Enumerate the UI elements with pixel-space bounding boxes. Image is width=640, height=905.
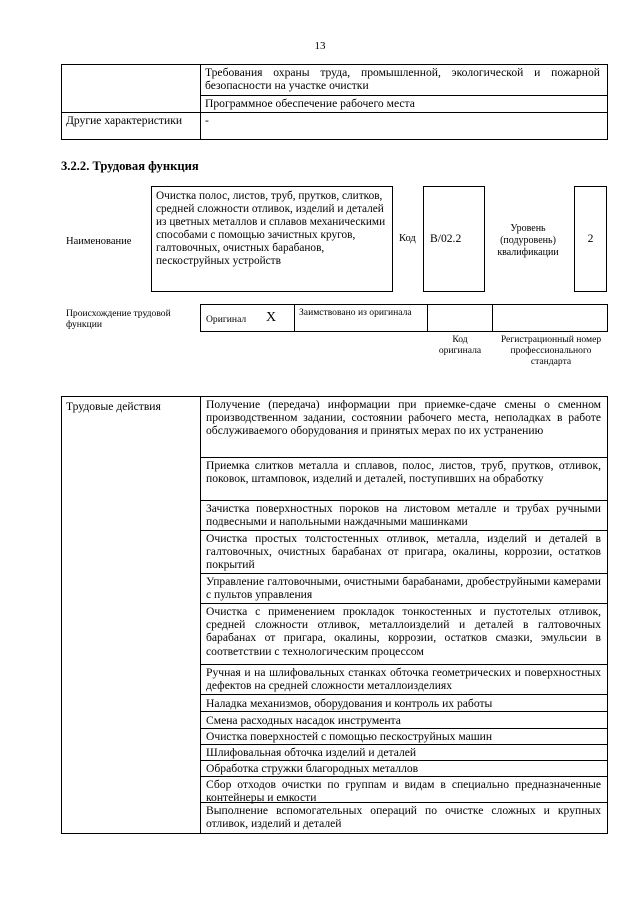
code-original-caption: Код оригинала bbox=[438, 334, 482, 356]
action-item: Зачистка поверхностных пороков на листовом металле и трубах ручными подвесными и напольными наждачными машинками bbox=[206, 502, 601, 529]
action-item: Выполнение вспомогательных операций по очистке сложных и крупных отливок, изделий и деталей bbox=[206, 804, 601, 831]
action-item: Управление галтовочными, очистными барабанами, дробеструйными камерами с пультов управления bbox=[206, 575, 601, 602]
reg-number-caption: Регистрационный номер профессионального стандарта bbox=[500, 334, 602, 367]
section-title: 3.2.2. Трудовая функция bbox=[61, 159, 199, 173]
original-mark: X bbox=[266, 310, 277, 325]
original-label: Оригинал bbox=[206, 314, 247, 325]
level-value: 2 bbox=[587, 232, 594, 245]
other-characteristics-label: Другие характеристики bbox=[66, 114, 183, 127]
page-number: 13 bbox=[314, 40, 326, 52]
software-text: Программное обеспечение рабочего места bbox=[205, 97, 415, 110]
action-item: Очистка простых толстостенных отливок, металла, изделий и деталей в галтовочных, очистных барабанах от пригара, окалины, коррозии, остатков покрытий bbox=[206, 532, 601, 572]
action-item: Ручная и на шлифовальных станках обточка геометрических и поверхностных дефектов на средней сложности металлоизделиях bbox=[206, 666, 601, 693]
actions-label: Трудовые действия bbox=[66, 400, 161, 413]
action-item: Шлифовальная обточка изделий и деталей bbox=[206, 746, 417, 759]
code-label: Код bbox=[399, 233, 416, 244]
code-value: B/02.2 bbox=[430, 232, 462, 245]
name-label: Наименование bbox=[66, 236, 132, 247]
action-item: Очистка поверхностей с помощью пескоструйных машин bbox=[206, 730, 493, 743]
level-label: Уровень (подуровень) квалификации bbox=[497, 223, 559, 258]
other-characteristics-value: - bbox=[205, 114, 209, 127]
action-item: Получение (передача) информации при приемке-сдаче смены о сменном производственном задании, состоянии рабочего места, неполадках в работе обслуживаемого оборудования и принятых мерах по их устранению bbox=[206, 398, 601, 438]
name-value: Очистка полос, листов, труб, прутков, слитков, средней сложности отливок, изделий и деталей из цветных металлов и сплавов механическими способами с помощью зачистных кругов, галтовочных, очистных барабанов, пескоструйных устройств bbox=[156, 190, 386, 267]
action-item: Приемка слитков металла и сплавов, полос, листов, труб, прутков, отливок, поковок, штамповок, изделий и деталей, поступивших на обработку bbox=[206, 459, 601, 486]
action-item: Очистка с применением прокладок тонкостенных и пустотелых отливок, средней сложности отливок, металлоизделий и деталей в галтовочных барабанах от пригара, окалины, коррозии, остатков смазки, эмульсии в соответствии с технологическим процессом bbox=[206, 605, 601, 658]
action-item: Сбор отходов очистки по группам и видам в специально предназначенные контейнеры и емкости bbox=[206, 778, 601, 805]
origin-label: Происхождение трудовой функции bbox=[66, 308, 171, 330]
action-item: Смена расходных насадок инструмента bbox=[206, 714, 401, 727]
action-item: Наладка механизмов, оборудования и контроль их работы bbox=[206, 697, 493, 710]
requirement-text: Требования охраны труда, промышленной, экологической и пожарной безопасности на участке очистки bbox=[205, 66, 600, 93]
action-item: Обработка стружки благородных металлов bbox=[206, 762, 419, 775]
borrowed-label: Заимствовано из оригинала bbox=[299, 307, 412, 318]
